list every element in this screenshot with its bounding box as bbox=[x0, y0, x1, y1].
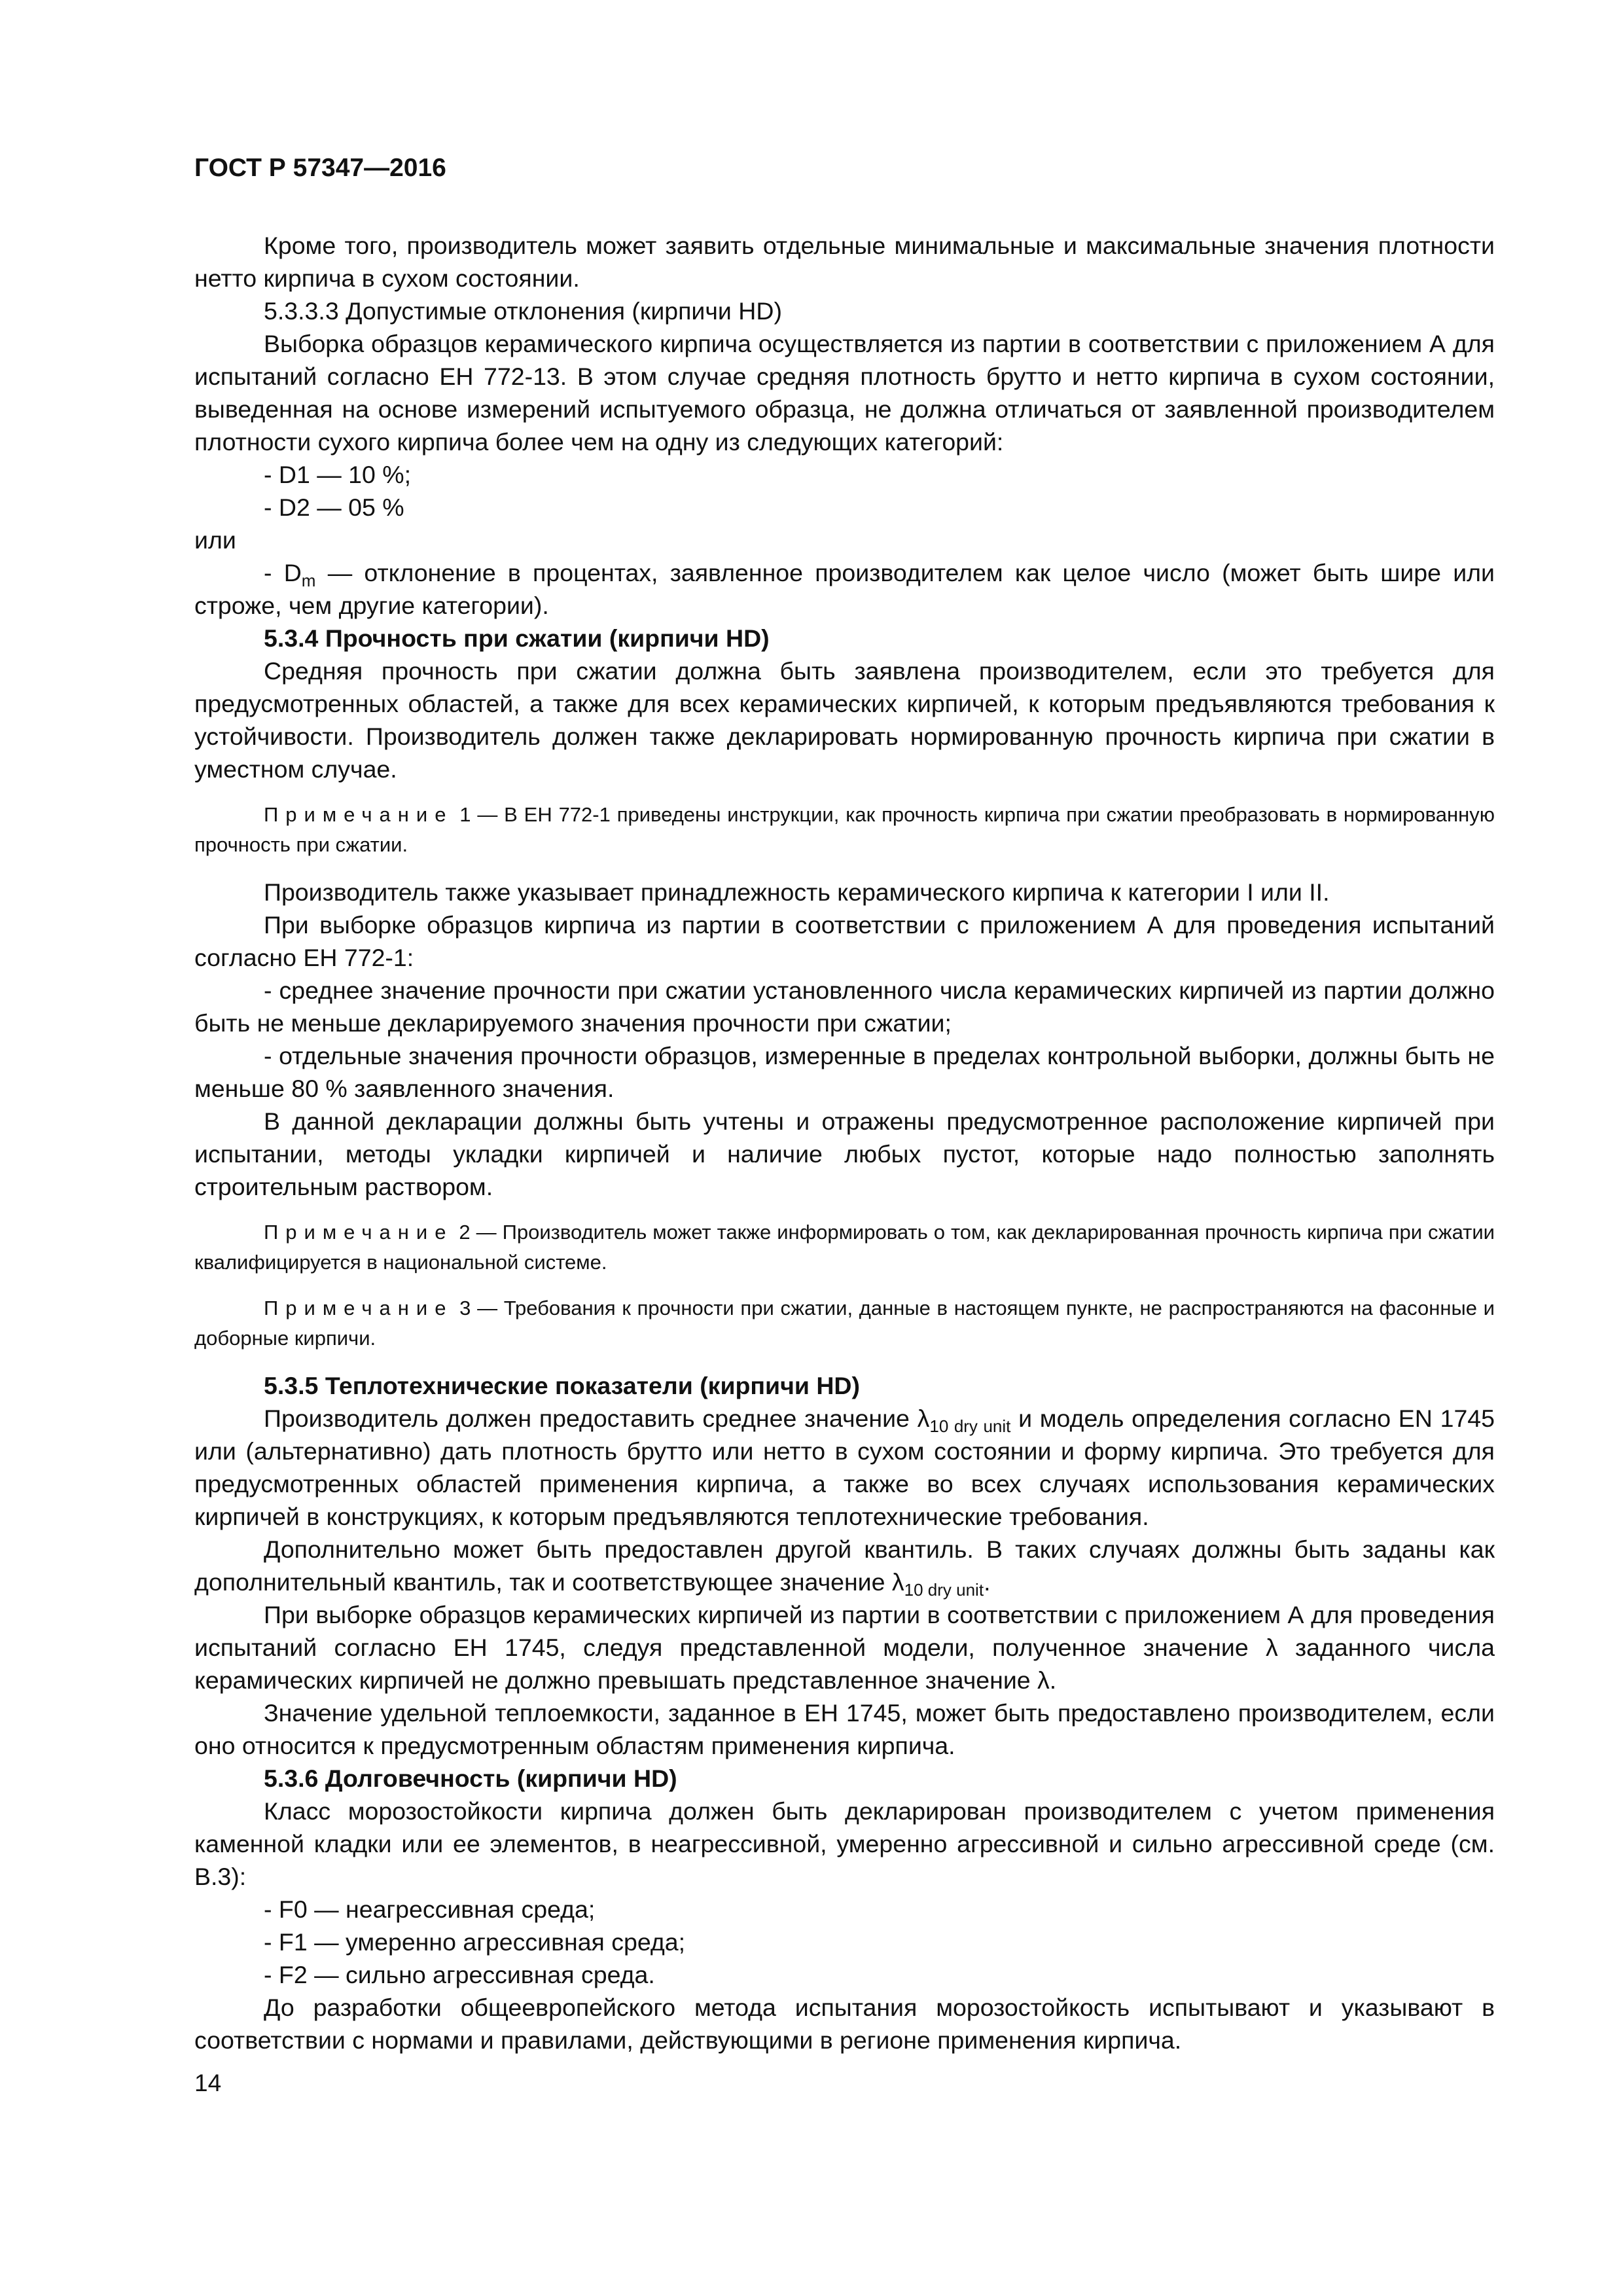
list-item-d2: - D2 — 05 % bbox=[264, 493, 404, 521]
note-1 bbox=[194, 800, 1495, 860]
lambda-subscript: 10 dry unit bbox=[904, 1580, 984, 1600]
section-5-3-3-3-title: 5.3.3.3 Допустимые отклонения (кирпичи HD) bbox=[264, 297, 782, 325]
paragraph: До разработки общеевропейского метода испытания морозостойкость испытывают и указывают в соответствии с нормами и правилами, действующими в регионе применения кирпича. bbox=[194, 1994, 1495, 2054]
list-item-d1: - D1 — 10 %; bbox=[264, 461, 412, 488]
dm-prefix: - D bbox=[264, 559, 302, 586]
section-5-3-6-heading: 5.3.6 Долговечность (кирпичи HD) bbox=[264, 1765, 677, 1792]
list-item-dm bbox=[194, 556, 1495, 622]
note-text: 1 — В ЕН 772-1 приведены инструкции, как прочность кирпича при сжатии преобразовать в нормированную прочность при сжатии. bbox=[194, 803, 1495, 856]
note-2 bbox=[194, 1217, 1495, 1278]
paragraph bbox=[194, 1533, 1495, 1598]
text-run: . bbox=[984, 1568, 991, 1596]
text-run: и модель определения согласно EN 1745 или (альтернативно) дать плотность брутто или нетто в сухом состоянии и форму кирпича. Это требуется для предусмотренных областей применения кирпича, а также во всех случаях использования керамических кирпичей в конструкциях, к которым предъявляются теплотехнические требования. bbox=[194, 1405, 1495, 1530]
page-number: 14 bbox=[194, 2070, 222, 2096]
page bbox=[194, 152, 1495, 2056]
note-label: Примечание bbox=[264, 803, 454, 826]
paragraph: Класс морозостойкости кирпича должен быть декларирован производителем с учетом применения каменной кладки или ее элементов, в неагрессивной, умеренно агрессивной и сильно агрессивной среде (см. В.3): bbox=[194, 1797, 1495, 1890]
list-item-f2: - F2 — сильно агрессивная среда. bbox=[264, 1961, 655, 1988]
paragraph: При выборке образцов кирпича из партии в соответствии с приложением А для проведения испытаний согласно ЕН 772-1: bbox=[194, 911, 1495, 971]
text-run: Дополнительно может быть предоставлен другой квантиль. В таких случаях должны быть заданы как дополнительный квантиль, так и соответствующее значение λ bbox=[194, 1535, 1495, 1596]
list-item: - среднее значение прочности при сжатии установленного числа керамических кирпичей из партии должно быть не меньше декларируемого значения прочности при сжатии; bbox=[194, 977, 1495, 1037]
paragraph: Кроме того, производитель может заявить отдельные минимальные и максимальные значения плотности нетто кирпича в сухом состоянии. bbox=[194, 232, 1495, 292]
note-3 bbox=[194, 1293, 1495, 1354]
dm-subscript: m bbox=[301, 571, 316, 590]
list-item-f0: - F0 — неагрессивная среда; bbox=[264, 1895, 596, 1923]
dm-text: — отклонение в процентах, заявленное производителем как целое число (может быть шире или строже, чем другие категории). bbox=[194, 559, 1495, 619]
section-5-3-4-heading: 5.3.4 Прочность при сжатии (кирпичи HD) bbox=[264, 624, 770, 652]
paragraph: Значение удельной теплоемкости, заданное в ЕН 1745, может быть предоставлено производителем, если оно относится к предусмотренным областям применения кирпича. bbox=[194, 1699, 1495, 1759]
paragraph: Средняя прочность при сжатии должна быть заявлена производителем, если это требуется для предусмотренных областей, а также для всех керамических кирпичей, к которым предъявляются требования к устойчивости. Производитель должен также декларировать нормированную прочность кирпича при сжатии в уместном случае. bbox=[194, 657, 1495, 783]
paragraph: Выборка образцов керамического кирпича осуществляется из партии в соответствии с приложением А для испытаний согласно ЕН 772-13. В этом случае средняя плотность брутто и нетто кирпича в сухом состоянии, выведенная на основе измерений испытуемого образца, не должна отличаться от заявленной производителем плотности сухого кирпича более чем на одну из следующих категорий: bbox=[194, 330, 1495, 456]
document-header: ГОСТ Р 57347—2016 bbox=[194, 154, 446, 182]
text-run: Производитель должен предоставить среднее значение λ bbox=[264, 1405, 930, 1432]
paragraph: Производитель также указывает принадлежность керамического кирпича к категории I или II. bbox=[264, 878, 1330, 906]
note-text: 3 — Требования к прочности при сжатии, данные в настоящем пункте, не распространяются на фасонные и доборные кирпичи. bbox=[194, 1297, 1495, 1350]
note-label: Примечание bbox=[264, 1221, 454, 1244]
conjunction-or: или bbox=[194, 526, 236, 554]
note-label: Примечание bbox=[264, 1297, 454, 1319]
paragraph: При выборке образцов керамических кирпичей из партии в соответствии с приложением А для проведения испытаний согласно ЕН 1745, следуя представленной модели, полученное значение λ заданного числа керамических кирпичей не должно превышать представленное значение λ. bbox=[194, 1601, 1495, 1694]
list-item-f1: - F1 — умеренно агрессивная среда; bbox=[264, 1928, 686, 1956]
paragraph: В данной декларации должны быть учтены и отражены предусмотренное расположение кирпичей при испытании, методы укладки кирпичей и наличие любых пустот, которые надо полностью заполнять строительным раствором. bbox=[194, 1107, 1495, 1200]
paragraph bbox=[194, 1402, 1495, 1533]
section-5-3-5-heading: 5.3.5 Теплотехнические показатели (кирпичи HD) bbox=[264, 1372, 861, 1399]
list-item: - отдельные значения прочности образцов, измеренные в пределах контрольной выборки, должны быть не меньше 80 % заявленного значения. bbox=[194, 1042, 1495, 1102]
note-text: 2 — Производитель может также информировать о том, как декларированная прочность кирпича при сжатии квалифицируется в национальной системе. bbox=[194, 1221, 1495, 1274]
lambda-subscript: 10 dry unit bbox=[929, 1416, 1011, 1436]
